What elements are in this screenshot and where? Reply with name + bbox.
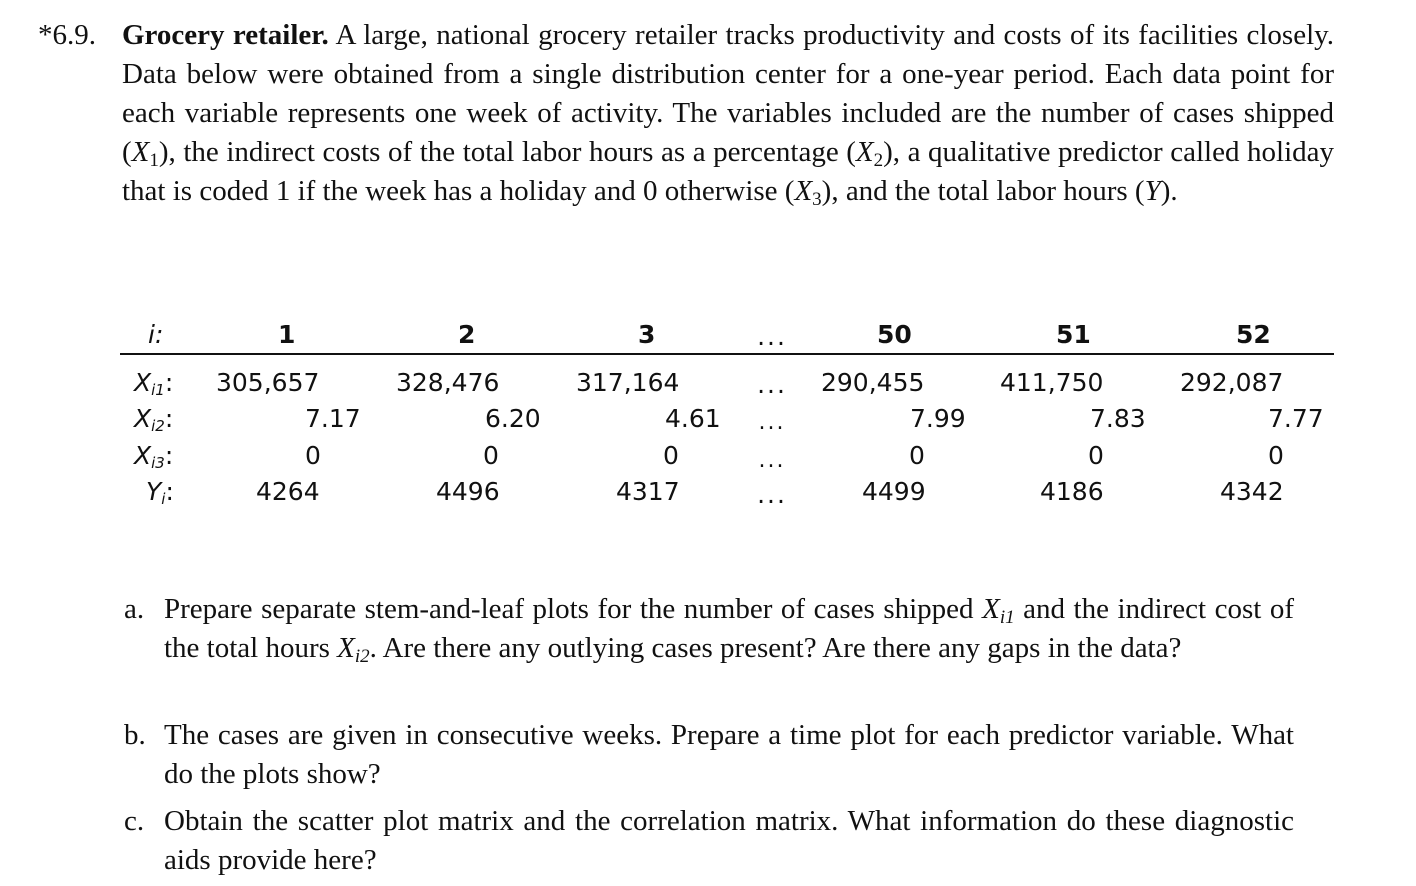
var-x3-sub: 3 [812, 189, 822, 210]
intro-text-1: A large, national grocery retailer tracks productivity and costs of its facilities closely. Data below were obtained from a single distribution center for a one-year period. Each data point for each variable represents one week of activity. The variables included are the number of cases shipped ( [122, 19, 1335, 168]
table-cell: 4496 [436, 477, 500, 506]
table-cell: 4264 [256, 477, 320, 506]
var-x1: X [131, 136, 150, 168]
table-cell: 317,164 [576, 368, 680, 397]
table-cell: 4.61 [665, 404, 721, 433]
row-label: $X_{i2}$: [134, 404, 174, 435]
column-header: 3 [638, 320, 656, 349]
table-cell: 0 [1088, 441, 1104, 470]
var-y: Y [1144, 175, 1161, 207]
var-x2: X [855, 136, 874, 168]
index-label: i: [148, 320, 164, 349]
part-c-text: Obtain the scatter plot matrix and the correlation matrix. What information do these diagnostic aids provide here? [164, 805, 1294, 876]
column-header: 2 [458, 320, 476, 349]
column-header: 51 [1056, 320, 1091, 349]
row-label: $Y_i$: [146, 477, 174, 508]
part-b-text: The cases are given in consecutive weeks. Prepare a time plot for each predictor variable. What do the plots show? [164, 719, 1294, 790]
table-cell: 328,476 [396, 368, 500, 397]
table-cell: 7.99 [910, 404, 966, 433]
part-c-letter: c. [124, 805, 145, 837]
table-cell: 0 [483, 441, 499, 470]
row-label: $X_{i1}$: [134, 368, 174, 399]
part-c [124, 802, 1334, 882]
part-b-letter: b. [124, 719, 146, 751]
part-a-letter: a. [124, 593, 145, 625]
part-b [124, 716, 1334, 796]
table-cell: 6.20 [485, 404, 541, 433]
var-x1-sub: 1 [149, 150, 159, 171]
part-a-text: Prepare separate stem-and-leaf plots for the number of cases shipped $X_{i1}$ and the indirect cost of the total hours $X_{i2}$. Are there any outlying cases present? Are there any gaps in the data? [164, 593, 1295, 667]
row-ellipsis: ... [757, 370, 787, 399]
column-header: 52 [1236, 320, 1271, 349]
intro-text-5: ). [1160, 175, 1178, 207]
table-cell: 0 [1268, 441, 1284, 470]
table-cell: 4499 [862, 477, 926, 506]
row-ellipsis: ... [757, 480, 787, 509]
table-cell: 292,087 [1180, 368, 1284, 397]
problem-number: *6.9. [38, 19, 96, 51]
part-a [124, 590, 1334, 708]
table-cell: 4317 [616, 477, 680, 506]
table-cell: 305,657 [216, 368, 320, 397]
row-label: $X_{i3}$: [134, 441, 174, 472]
table-cell: 0 [305, 441, 321, 470]
table-cell: 4186 [1040, 477, 1104, 506]
table-cell: 0 [909, 441, 925, 470]
table-cell: 7.17 [305, 404, 361, 433]
intro-text-2: ), the indirect costs of the total labor hours as a percentage ( [158, 136, 856, 168]
table-cell: 290,455 [821, 368, 925, 397]
table-cell: 7.77 [1268, 404, 1324, 433]
var-x2-sub: 2 [873, 150, 884, 171]
table-rule [120, 353, 1334, 355]
table-cell: 411,750 [1000, 368, 1104, 397]
row-ellipsis: ... [758, 410, 786, 435]
table-cell: 0 [663, 441, 679, 470]
table-cell: 4342 [1220, 477, 1284, 506]
table-cell: 7.83 [1090, 404, 1146, 433]
row-ellipsis: ... [758, 448, 786, 473]
problem-title: Grocery retailer. [122, 19, 329, 51]
var-x3: X [794, 175, 813, 207]
column-header: 50 [877, 320, 912, 349]
intro-text-4: ), and the total labor hours ( [821, 175, 1145, 207]
intro-text-3: ), a qualitative predictor called holiday that is coded 1 if the week has a holiday and 0 otherwise ( [122, 136, 1334, 207]
column-header: 1 [278, 320, 296, 349]
column-ellipsis: ... [757, 322, 787, 351]
